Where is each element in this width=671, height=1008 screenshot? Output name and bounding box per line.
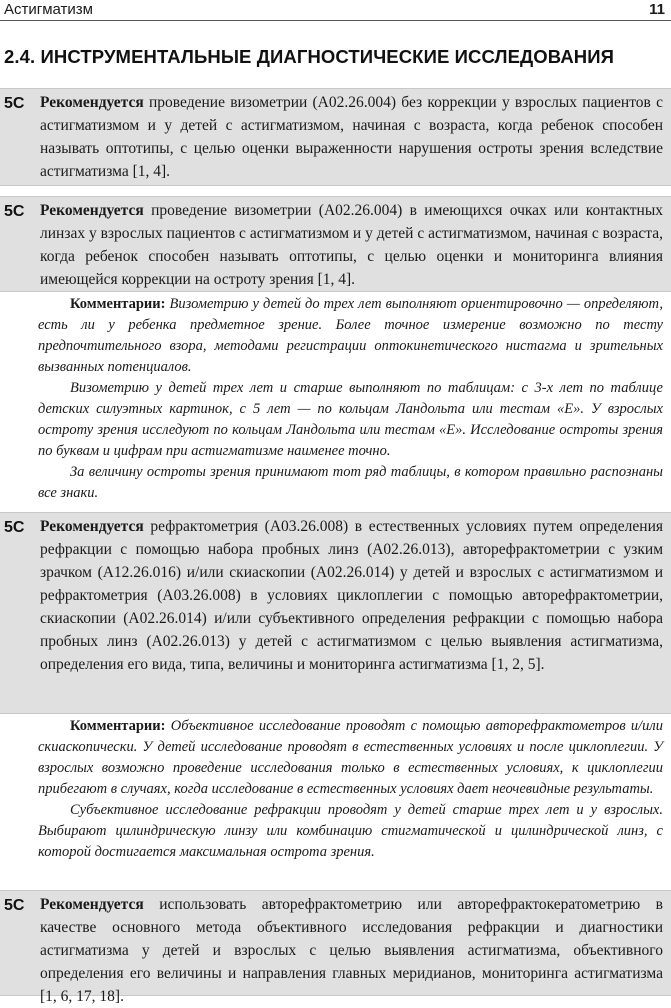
section-title: 2.4. ИНСТРУМЕНТАЛЬНЫЕ ДИАГНОСТИЧЕСКИЕ ИССЛЕДОВАНИЯ xyxy=(4,46,615,67)
comment-label: Комментарии: xyxy=(70,296,166,312)
evidence-grade-badge: 5С xyxy=(4,519,25,536)
comment-paragraph: За величину остроты зрения принимают тот ряд таблицы, в котором правильно распознаны все знаки. xyxy=(38,464,663,501)
recommendation-lead: Рекомендуется xyxy=(40,518,144,535)
recommendation-body: рефрактометрия (A03.26.008) в естественных условиях путем определения рефракции с помощью набора пробных линз (A02.26.013), авторефрактометрии с узким зрачком (A12.26.016) и/или скиаскопии (A02.26.014) у детей и взрослых с астигматизмом и рефрактометрия (A03.26.008) в условиях циклоплегии с помощью авторефрактометрии, скиаскопии (A02.26.014) и/или субъективного определения рефракции с помощью набора пробных линз (A02.26.013) у детей с астигматизмом с целью выявления астигматизма, определения его вида, типа, величины и мониторинга астигматизма [1, 2, 5]. xyxy=(40,518,663,673)
recommendation-text xyxy=(40,515,663,676)
comment-paragraph: Субъективное исследование рефракции проводят у детей старше трех лет и у взрослых. Выбирают цилиндрическую линзу или комбинацию стигматической и цилиндрической линз, с которой достигается максимальная острота зрения. xyxy=(38,802,663,860)
comment-paragraph xyxy=(38,716,663,800)
recommendation-lead: Рекомендуется xyxy=(40,94,144,111)
page-number: 11 xyxy=(649,1,665,18)
recommendation-text xyxy=(40,893,663,1008)
comment-block xyxy=(38,716,663,863)
recommendation-block xyxy=(0,890,671,1005)
running-title: Астигматизм xyxy=(4,1,93,18)
page-header xyxy=(0,0,671,21)
comment-block xyxy=(38,294,663,504)
recommendation-body: проведение визометрии (A02.26.004) в имеющихся очках или контактных линзах у взрослых пациентов с астигматизмом и у детей с астигматизмом, начиная с возраста, когда ребенок способен называть оптотипы, с целью оценки и мониторинга влияния имеющейся коррекции на остроту зрения [1, 4]. xyxy=(40,202,663,288)
comment-paragraph: Визометрию у детей трех лет и старше выполняют по таблицам: с 3-х лет по таблице детских силуэтных картинок, с 5 лет — по кольцам Ландольта или тестам «Е». У взрослых остроту зрения исследуют по кольцам Ландольта или тестам «Е». Исследование остроты зрения по буквам и цифрам при астигматизме наименее точно. xyxy=(38,380,663,459)
comment-text: Визометрию у детей до трех лет выполняют ориентировочно — определяют, есть ли у ребенка предметное зрение. Более точное измерение возможно по тесту предпочтительного взора, методами регистрации оптокинетического нистагма и зрительных вызванных потенциалов. xyxy=(38,296,663,375)
recommendation-body: использовать авторефрактометрию или авторефрактокератометрию в качестве основного метода объективного исследования рефракции и диагностики астигматизма у детей и взрослых с целью выявления астигматизма, объективного определения его величины и направления главных меридианов, мониторинга астигматизма [1, 6, 17, 18]. xyxy=(40,896,663,1005)
comment-label: Комментарии: xyxy=(70,718,166,734)
comment-text: Объективное исследование проводят с помощью авторефрактометров и/или скиаскопически. У детей исследование проводят в естественных условиях и после циклоплегии. У взрослых возможно проведение исследования только в естественных условиях, к циклоплегии прибегают в случаях, когда исследование в естественных условиях дает неочевидные результаты. xyxy=(38,718,663,797)
recommendation-text xyxy=(40,199,663,291)
recommendation-block xyxy=(0,88,671,186)
recommendation-block xyxy=(0,196,671,292)
recommendation-lead: Рекомендуется xyxy=(40,896,144,913)
recommendation-lead: Рекомендуется xyxy=(40,202,144,219)
evidence-grade-badge: 5С xyxy=(4,897,25,914)
evidence-grade-badge: 5С xyxy=(4,95,25,112)
comment-paragraph xyxy=(38,294,663,378)
evidence-grade-badge: 5С xyxy=(4,203,25,220)
recommendation-text xyxy=(40,91,663,183)
recommendation-block xyxy=(0,512,671,714)
recommendation-body: проведение визометрии (A02.26.004) без коррекции у взрослых пациентов с астигматизмом и у детей с астигматизмом, начиная с возраста, когда ребенок способен называть оптотипы, с целью оценки выраженности нарушения остроты зрения вследствие астигматизма [1, 4]. xyxy=(40,94,663,180)
